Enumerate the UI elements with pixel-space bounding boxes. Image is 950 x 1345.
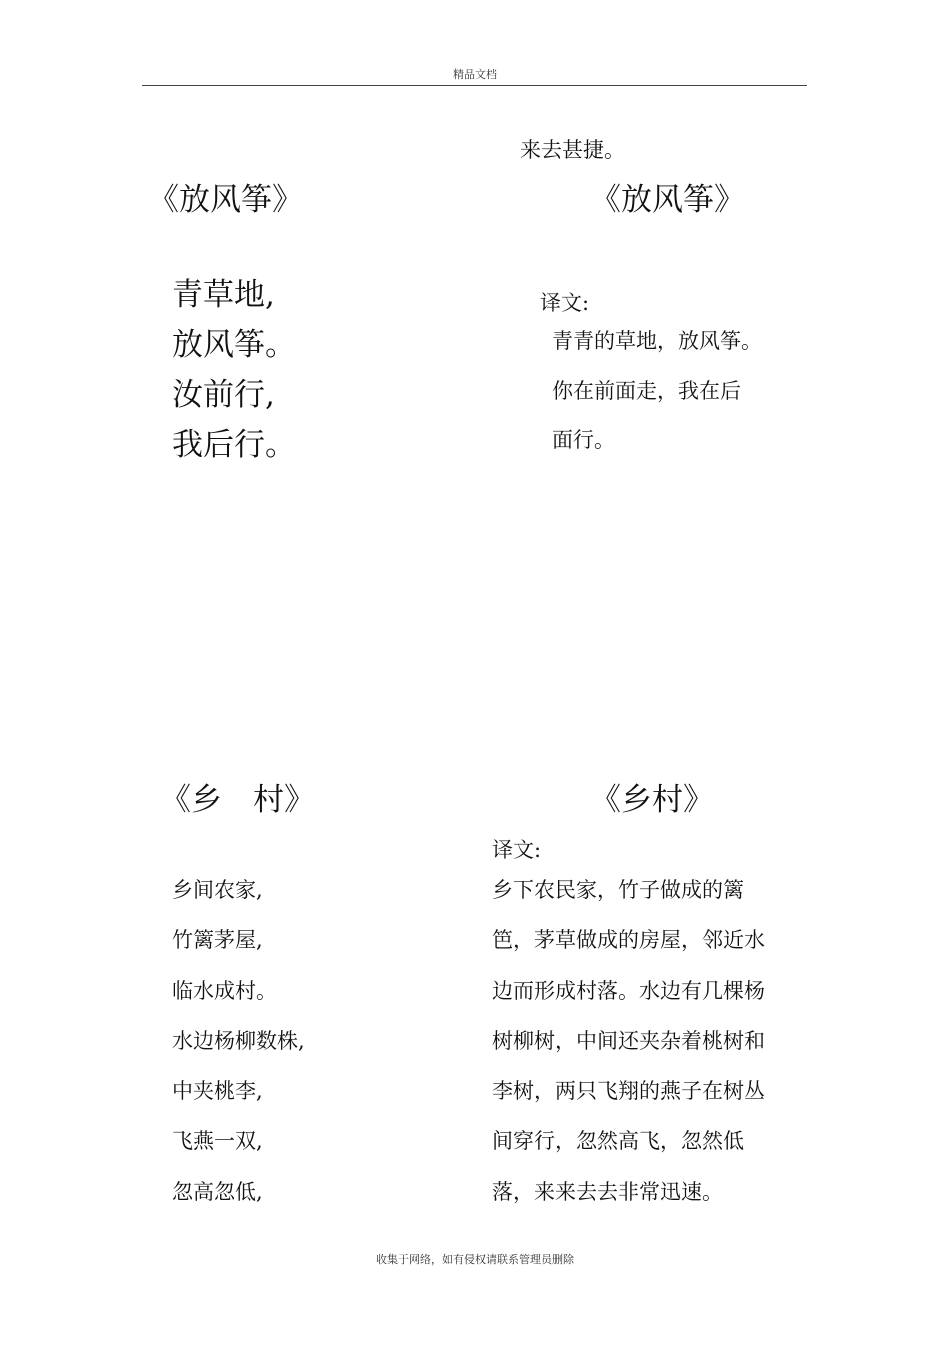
poem-body-village [172,865,305,1217]
translation-label-village: 译文: [492,838,542,862]
page-header: 精品文档 [453,68,497,81]
translation-line: 落，来来去去非常迅速。 [492,1179,723,1204]
poem-line: 飞燕一双, [172,1129,263,1154]
poem-line: 乡间农家, [172,878,263,902]
translation-body-kite [552,317,762,466]
translation-line: 乡下农民家，竹子做成的篱 [492,878,744,902]
poem-line: 我后行。 [172,427,296,463]
top-fragment-text: 来去甚捷。 [520,138,625,162]
translation-line: 你在前面走，我在后 [552,378,741,403]
translation-title-kite: 《放风筝》 [590,182,745,218]
translation-line: 青青的草地，放风筝。 [552,329,762,353]
translation-line: 李树，两只飞翔的燕子在树丛 [492,1079,765,1104]
translation-line: 树柳树，中间还夹杂着桃树和 [492,1028,765,1053]
poem-line: 竹篱茅屋, [172,928,263,953]
translation-line: 笆，茅草做成的房屋，邻近水 [492,928,765,953]
translation-body-village [492,865,765,1217]
poem-line: 水边杨柳数株, [172,1028,305,1053]
translation-label-kite: 译文: [540,291,590,315]
translation-line: 边而形成村落。水边有几棵杨 [492,978,765,1003]
poem-line: 汝前行, [172,377,275,413]
translation-title-village: 《乡村》 [590,782,714,818]
poem-line: 中夹桃李, [172,1079,263,1104]
poem-title-village: 《乡 村》 [160,782,315,818]
translation-line: 面行。 [552,428,615,452]
header-divider [142,85,807,86]
poem-line: 临水成村。 [172,978,277,1003]
translation-line: 间穿行，忽然高飞，忽然低 [492,1129,744,1154]
poem-line: 青草地, [172,277,275,313]
poem-line: 放风筝。 [172,327,296,363]
poem-title-kite: 《放风筝》 [148,182,303,218]
poem-body-kite [172,270,296,470]
poem-line: 忽高忽低, [172,1179,263,1204]
page-footer: 收集于网络，如有侵权请联系管理员删除 [376,1253,574,1266]
